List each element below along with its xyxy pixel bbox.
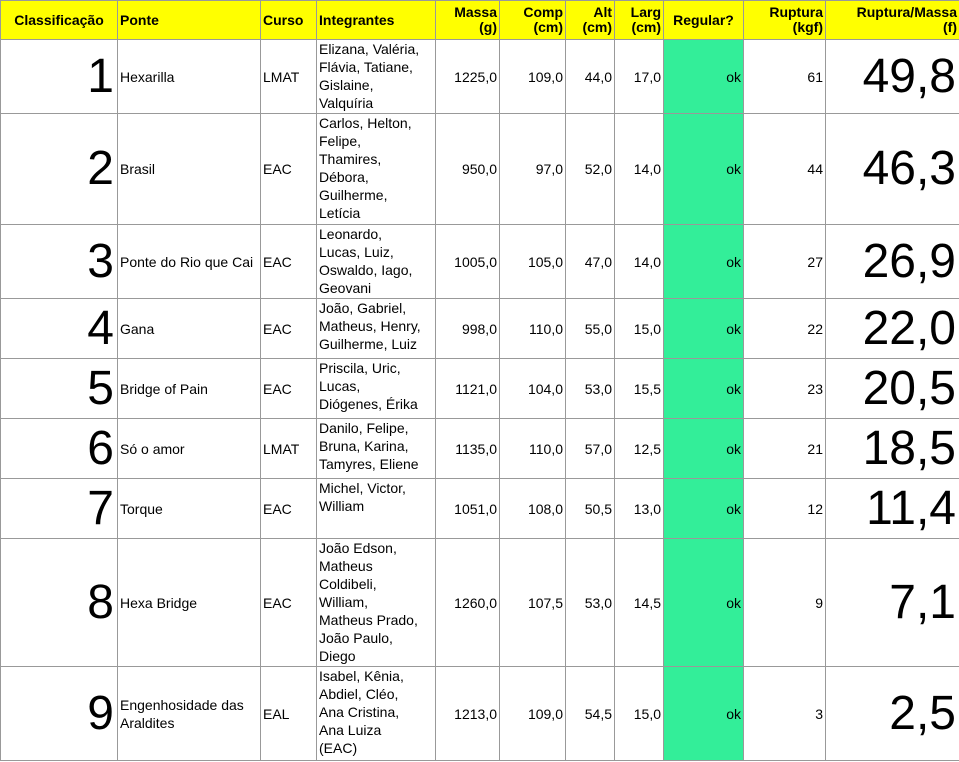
integrantes-cell <box>317 419 436 479</box>
integrante-line: Isabel, Kênia, <box>319 668 404 684</box>
ruptura-cell: 61 <box>744 40 826 114</box>
comp-cell: 107,5 <box>500 539 566 667</box>
table-row <box>1 114 959 225</box>
rank-cell: 4 <box>1 299 118 359</box>
integrantes-cell <box>317 539 436 667</box>
massa-cell: 1005,0 <box>436 225 500 299</box>
header-comp: Comp (cm) <box>500 1 566 40</box>
curso-cell: EAC <box>261 359 317 419</box>
integrante-line: Débora, <box>319 169 369 185</box>
integrante-line: Leonardo, <box>319 226 383 242</box>
massa-cell: 1051,0 <box>436 479 500 539</box>
header-massa: Massa (g) <box>436 1 500 40</box>
table-row <box>1 419 959 479</box>
integrante-line: Ana Cristina, <box>319 704 400 720</box>
rank-cell: 3 <box>1 225 118 299</box>
ponte-cell: Torque <box>118 479 261 539</box>
integrante-line: William <box>319 498 365 514</box>
header-row <box>1 1 959 40</box>
integrantes-cell <box>317 299 436 359</box>
table-row <box>1 225 959 299</box>
regular-cell: ok <box>664 299 744 359</box>
integrantes-cell <box>317 359 436 419</box>
table-row <box>1 667 959 761</box>
integrante-line: Lucas, Luiz, <box>319 244 394 260</box>
integrante-line: Valquíria <box>319 95 374 111</box>
ratio-cell: 22,0 <box>826 299 959 359</box>
curso-cell: LMAT <box>261 419 317 479</box>
alt-cell: 55,0 <box>566 299 615 359</box>
integrante-line: Matheus, Henry, <box>319 318 421 334</box>
integrante-line: Guilherme, <box>319 187 388 203</box>
comp-cell: 108,0 <box>500 479 566 539</box>
integrante-line: Tamyres, Eliene <box>319 456 419 472</box>
integrante-line: (EAC) <box>319 740 358 756</box>
header-ratio: Ruptura/Massa (f) <box>826 1 959 40</box>
comp-cell: 104,0 <box>500 359 566 419</box>
alt-cell: 53,0 <box>566 359 615 419</box>
larg-cell: 15,0 <box>615 299 664 359</box>
integrantes-cell <box>317 40 436 114</box>
integrante-line: Flávia, Tatiane, <box>319 59 413 75</box>
integrante-line: Ana Luiza <box>319 722 382 738</box>
integrante-line: Diógenes, Érika <box>319 396 418 412</box>
integrantes-cell <box>317 667 436 761</box>
ruptura-cell: 23 <box>744 359 826 419</box>
integrante-line: Priscila, Uric, <box>319 360 401 376</box>
comp-cell: 105,0 <box>500 225 566 299</box>
ratio-cell: 49,8 <box>826 40 959 114</box>
larg-cell: 15,0 <box>615 667 664 761</box>
massa-cell: 998,0 <box>436 299 500 359</box>
ruptura-cell: 27 <box>744 225 826 299</box>
curso-cell: LMAT <box>261 40 317 114</box>
alt-cell: 50,5 <box>566 479 615 539</box>
integrante-line: Matheus Prado, <box>319 612 418 628</box>
integrante-line: Oswaldo, Iago, <box>319 262 413 278</box>
curso-cell: EAC <box>261 479 317 539</box>
ratio-cell: 2,5 <box>826 667 959 761</box>
larg-cell: 14,5 <box>615 539 664 667</box>
comp-cell: 109,0 <box>500 667 566 761</box>
ruptura-cell: 3 <box>744 667 826 761</box>
ruptura-cell: 21 <box>744 419 826 479</box>
ratio-cell: 46,3 <box>826 114 959 225</box>
header-regular: Regular? <box>664 1 744 40</box>
integrante-line: João Edson, <box>319 540 397 556</box>
ruptura-cell: 44 <box>744 114 826 225</box>
rank-cell: 2 <box>1 114 118 225</box>
header-alt: Alt (cm) <box>566 1 615 40</box>
ruptura-cell: 9 <box>744 539 826 667</box>
header-classificacao: Classificação <box>1 1 118 40</box>
regular-cell: ok <box>664 225 744 299</box>
ratio-cell: 7,1 <box>826 539 959 667</box>
alt-cell: 52,0 <box>566 114 615 225</box>
alt-cell: 47,0 <box>566 225 615 299</box>
integrante-line: Matheus <box>319 558 373 574</box>
curso-cell: EAC <box>261 225 317 299</box>
curso-cell: EAL <box>261 667 317 761</box>
header-integrantes: Integrantes <box>317 1 436 40</box>
table-row <box>1 539 959 667</box>
rank-cell: 5 <box>1 359 118 419</box>
ponte-cell: Hexa Bridge <box>118 539 261 667</box>
table-row <box>1 299 959 359</box>
rank-cell: 6 <box>1 419 118 479</box>
larg-cell: 17,0 <box>615 40 664 114</box>
header-ponte: Ponte <box>118 1 261 40</box>
massa-cell: 1225,0 <box>436 40 500 114</box>
ponte-cell: Brasil <box>118 114 261 225</box>
integrante-line: Elizana, Valéria, <box>319 41 420 57</box>
ponte-cell: Engenhosidade das Araldites <box>118 667 261 761</box>
larg-cell: 14,0 <box>615 225 664 299</box>
integrante-line: Abdiel, Cléo, <box>319 686 399 702</box>
integrantes-cell <box>317 114 436 225</box>
ruptura-cell: 12 <box>744 479 826 539</box>
ratio-cell: 20,5 <box>826 359 959 419</box>
regular-cell: ok <box>664 479 744 539</box>
integrante-line: Geovani <box>319 280 372 296</box>
integrante-line: Gislaine, <box>319 77 374 93</box>
table-row <box>1 479 959 539</box>
regular-cell: ok <box>664 114 744 225</box>
header-curso: Curso <box>261 1 317 40</box>
ratio-cell: 26,9 <box>826 225 959 299</box>
comp-cell: 110,0 <box>500 299 566 359</box>
massa-cell: 1121,0 <box>436 359 500 419</box>
massa-cell: 950,0 <box>436 114 500 225</box>
alt-cell: 53,0 <box>566 539 615 667</box>
integrante-line: William, <box>319 594 368 610</box>
integrante-line: Felipe, <box>319 133 362 149</box>
integrante-line: Guilherme, Luiz <box>319 336 418 352</box>
massa-cell: 1260,0 <box>436 539 500 667</box>
regular-cell: ok <box>664 419 744 479</box>
rank-cell: 1 <box>1 40 118 114</box>
larg-cell: 15,5 <box>615 359 664 419</box>
ratio-cell: 11,4 <box>826 479 959 539</box>
integrante-line: Bruna, Karina, <box>319 438 409 454</box>
comp-cell: 109,0 <box>500 40 566 114</box>
table-row <box>1 40 959 114</box>
ponte-cell: Bridge of Pain <box>118 359 261 419</box>
integrante-line: João Paulo, <box>319 630 393 646</box>
rank-cell: 8 <box>1 539 118 667</box>
header-larg: Larg (cm) <box>615 1 664 40</box>
comp-cell: 110,0 <box>500 419 566 479</box>
ratio-cell: 18,5 <box>826 419 959 479</box>
ponte-cell: Ponte do Rio que Cai <box>118 225 261 299</box>
integrante-line: Thamires, <box>319 151 382 167</box>
integrantes-cell <box>317 479 436 539</box>
ponte-cell: Hexarilla <box>118 40 261 114</box>
integrante-line: João, Gabriel, <box>319 300 407 316</box>
integrante-line: Michel, Victor, <box>319 480 406 496</box>
alt-cell: 44,0 <box>566 40 615 114</box>
regular-cell: ok <box>664 40 744 114</box>
regular-cell: ok <box>664 539 744 667</box>
integrantes-cell <box>317 225 436 299</box>
ruptura-cell: 22 <box>744 299 826 359</box>
curso-cell: EAC <box>261 539 317 667</box>
integrante-line: Lucas, <box>319 378 361 394</box>
integrante-line: Danilo, Felipe, <box>319 420 409 436</box>
regular-cell: ok <box>664 667 744 761</box>
larg-cell: 12,5 <box>615 419 664 479</box>
rank-cell: 9 <box>1 667 118 761</box>
larg-cell: 14,0 <box>615 114 664 225</box>
regular-cell: ok <box>664 359 744 419</box>
massa-cell: 1135,0 <box>436 419 500 479</box>
curso-cell: EAC <box>261 299 317 359</box>
integrante-line: Diego <box>319 648 356 664</box>
header-ruptura: Ruptura (kgf) <box>744 1 826 40</box>
comp-cell: 97,0 <box>500 114 566 225</box>
integrante-line: Letícia <box>319 205 361 221</box>
ponte-cell: Só o amor <box>118 419 261 479</box>
curso-cell: EAC <box>261 114 317 225</box>
table-row <box>1 359 959 419</box>
massa-cell: 1213,0 <box>436 667 500 761</box>
integrante-line: Coldibeli, <box>319 576 377 592</box>
alt-cell: 54,5 <box>566 667 615 761</box>
integrante-line: Carlos, Helton, <box>319 115 412 131</box>
ponte-cell: Gana <box>118 299 261 359</box>
rank-cell: 7 <box>1 479 118 539</box>
alt-cell: 57,0 <box>566 419 615 479</box>
larg-cell: 13,0 <box>615 479 664 539</box>
